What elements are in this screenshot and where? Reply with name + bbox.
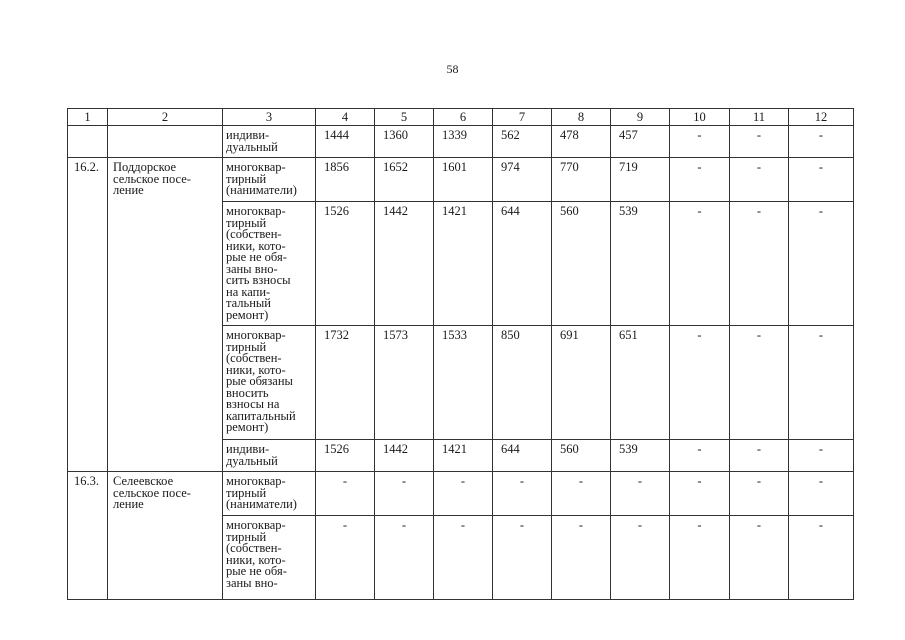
- housing-type-line: заны вно-: [226, 261, 278, 276]
- value-cell: -: [434, 516, 493, 600]
- housing-type-line: (собствен-: [226, 541, 282, 555]
- settlement-name-line: сельское посе-: [113, 171, 191, 186]
- value-cell: -: [493, 516, 552, 600]
- housing-type-line: ремонт): [226, 307, 269, 322]
- housing-type-line: на капи-: [226, 284, 271, 299]
- value-cell: -: [730, 202, 789, 326]
- value-cell: -: [493, 472, 552, 516]
- housing-type-line: тирный: [226, 171, 267, 186]
- value-cell: 539: [611, 202, 670, 326]
- value-cell: -: [611, 516, 670, 600]
- housing-type-line: многоквар-: [226, 328, 286, 342]
- housing-type-line: (собствен-: [226, 351, 282, 365]
- value-cell: -: [789, 472, 854, 516]
- value-cell: 1533: [434, 326, 493, 440]
- value-cell: 1526: [316, 202, 375, 326]
- housing-type-line: ники, кото-: [226, 362, 286, 377]
- housing-type-line: многоквар-: [226, 518, 286, 532]
- value-cell: -: [789, 202, 854, 326]
- value-cell: 1601: [434, 158, 493, 202]
- housing-type-line: тирный: [226, 485, 267, 500]
- column-header: 3: [223, 109, 316, 126]
- value-cell: -: [730, 516, 789, 600]
- value-cell: -: [730, 158, 789, 202]
- value-cell: -: [730, 472, 789, 516]
- column-header: 7: [493, 109, 552, 126]
- settlement-name-line: ление: [113, 183, 144, 197]
- housing-type-line: многоквар-: [226, 474, 286, 488]
- housing-type-cell: [223, 126, 316, 158]
- value-cell: 644: [493, 202, 552, 326]
- housing-type-line: тирный: [226, 215, 267, 230]
- column-header: 4: [316, 109, 375, 126]
- tariff-table: [67, 108, 854, 600]
- value-cell: 1444: [316, 126, 375, 158]
- value-cell: -: [730, 440, 789, 472]
- value-cell: 1421: [434, 440, 493, 472]
- column-header: 5: [375, 109, 434, 126]
- housing-type-line: рые не обя-: [226, 250, 287, 264]
- settlement-name-line: Селеевское: [113, 474, 174, 488]
- settlement-name-cell: [108, 472, 223, 600]
- value-cell: 644: [493, 440, 552, 472]
- housing-type-line: ремонт): [226, 420, 269, 434]
- item-number-cell: 16.2.: [68, 158, 108, 472]
- value-cell: 974: [493, 158, 552, 202]
- page-number: 58: [446, 62, 459, 76]
- settlement-name-line: Поддорское: [113, 160, 177, 174]
- value-cell: -: [670, 472, 730, 516]
- column-header: 11: [730, 109, 789, 126]
- value-cell: -: [670, 202, 730, 326]
- value-cell: 1652: [375, 158, 434, 202]
- settlement-name-cell: [108, 126, 223, 158]
- column-header: 8: [552, 109, 611, 126]
- value-cell: 770: [552, 158, 611, 202]
- housing-type-line: ники, кото-: [226, 552, 286, 567]
- value-cell: 651: [611, 326, 670, 440]
- housing-type-line: заны вно-: [226, 575, 278, 590]
- value-cell: 850: [493, 326, 552, 440]
- housing-type-line: тирный: [226, 529, 267, 544]
- value-cell: -: [552, 472, 611, 516]
- value-cell: -: [375, 516, 434, 600]
- value-cell: 1732: [316, 326, 375, 440]
- value-cell: 1421: [434, 202, 493, 326]
- housing-type-line: капитальный: [226, 408, 296, 423]
- value-cell: -: [552, 516, 611, 600]
- table-row: [68, 158, 854, 202]
- value-cell: -: [670, 158, 730, 202]
- housing-type-line: (наниматели): [226, 497, 297, 511]
- housing-type-line: дуальный: [226, 453, 278, 468]
- column-header: 12: [789, 109, 854, 126]
- value-cell: -: [316, 472, 375, 516]
- value-cell: -: [670, 326, 730, 440]
- column-header: 10: [670, 109, 730, 126]
- housing-type-line: индиви-: [226, 442, 270, 456]
- column-header: 6: [434, 109, 493, 126]
- value-cell: 1339: [434, 126, 493, 158]
- value-cell: -: [789, 126, 854, 158]
- value-cell: -: [670, 126, 730, 158]
- value-cell: 719: [611, 158, 670, 202]
- value-cell: 562: [493, 126, 552, 158]
- housing-type-line: рые обязаны: [226, 374, 293, 388]
- housing-type-line: рые не обя-: [226, 564, 287, 578]
- housing-type-line: тирный: [226, 339, 267, 354]
- column-header: 1: [68, 109, 108, 126]
- housing-type-line: ники, кото-: [226, 238, 286, 253]
- value-cell: 539: [611, 440, 670, 472]
- housing-type-line: дуальный: [226, 139, 278, 154]
- value-cell: -: [434, 472, 493, 516]
- value-cell: -: [730, 126, 789, 158]
- housing-type-line: многоквар-: [226, 204, 286, 218]
- value-cell: -: [375, 472, 434, 516]
- value-cell: -: [611, 472, 670, 516]
- value-cell: 691: [552, 326, 611, 440]
- value-cell: -: [670, 516, 730, 600]
- value-cell: 1360: [375, 126, 434, 158]
- value-cell: 1442: [375, 440, 434, 472]
- housing-type-cell: [223, 326, 316, 440]
- table-row: [68, 472, 854, 516]
- value-cell: -: [789, 326, 854, 440]
- value-cell: 457: [611, 126, 670, 158]
- value-cell: 1526: [316, 440, 375, 472]
- value-cell: 560: [552, 440, 611, 472]
- housing-type-cell: [223, 158, 316, 202]
- housing-type-line: (собствен-: [226, 227, 282, 241]
- settlement-name-line: сельское посе-: [113, 485, 191, 500]
- value-cell: -: [789, 158, 854, 202]
- value-cell: 1442: [375, 202, 434, 326]
- settlement-name-cell: [108, 158, 223, 472]
- value-cell: -: [670, 440, 730, 472]
- item-number-cell: [68, 126, 108, 158]
- housing-type-line: вносить: [226, 385, 269, 400]
- housing-type-line: тальный: [226, 296, 271, 310]
- column-number-row: [68, 109, 854, 126]
- housing-type-line: (наниматели): [226, 183, 297, 197]
- housing-type-cell: [223, 516, 316, 600]
- column-header: 9: [611, 109, 670, 126]
- value-cell: -: [316, 516, 375, 600]
- column-header: 2: [108, 109, 223, 126]
- value-cell: 478: [552, 126, 611, 158]
- housing-type-cell: [223, 472, 316, 516]
- housing-type-cell: [223, 440, 316, 472]
- value-cell: 1573: [375, 326, 434, 440]
- housing-type-line: индиви-: [226, 128, 270, 142]
- value-cell: -: [789, 440, 854, 472]
- table-body: [68, 126, 854, 600]
- housing-type-line: сить взносы: [226, 273, 291, 287]
- value-cell: -: [730, 326, 789, 440]
- housing-type-cell: [223, 202, 316, 326]
- settlement-name-line: ление: [113, 497, 144, 511]
- housing-type-line: многоквар-: [226, 160, 286, 174]
- item-number-cell: 16.3.: [68, 472, 108, 600]
- table-row: [68, 126, 854, 158]
- value-cell: 1856: [316, 158, 375, 202]
- housing-type-line: взносы на: [226, 397, 280, 411]
- value-cell: -: [789, 516, 854, 600]
- value-cell: 560: [552, 202, 611, 326]
